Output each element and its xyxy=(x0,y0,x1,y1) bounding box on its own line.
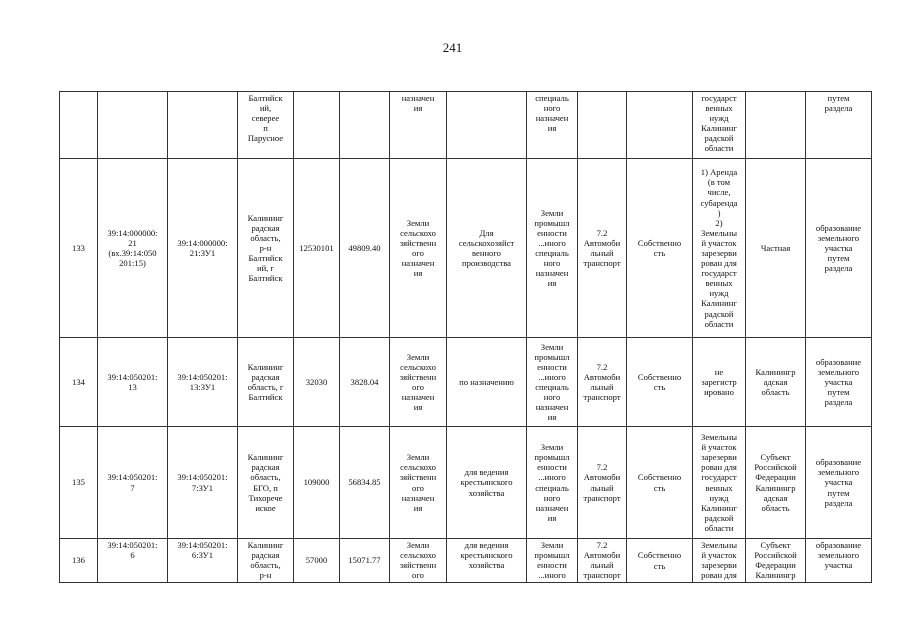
permitted-use: для ведения крестьянского хозяйства xyxy=(447,539,527,583)
encumbrance: Земельны й участок зарезерви рован для xyxy=(693,539,746,583)
area-seized xyxy=(340,92,390,159)
right-type: Собственно сть xyxy=(627,427,693,539)
row-number xyxy=(60,92,98,159)
cadastral-number: 39:14:050201: 7 xyxy=(98,427,168,539)
note: образование земельного участка путем раздела xyxy=(806,338,872,427)
permitted-use: для ведения крестьянского хозяйства xyxy=(447,427,527,539)
address: Калининг радская область, г Балтийск xyxy=(238,338,294,427)
permitted-use-code: 7.2 Автомоби льный транспорт xyxy=(578,159,627,338)
address: Калининг радская область, р-н xyxy=(238,539,294,583)
note: образование земельного участка путем раздела xyxy=(806,427,872,539)
new-land-category: Земли промышл енности ...иного специаль ного назначен ия xyxy=(527,159,578,338)
owner xyxy=(746,92,806,159)
right-type xyxy=(627,92,693,159)
table-row xyxy=(60,92,872,159)
table-row xyxy=(60,338,872,427)
row-number: 134 xyxy=(60,338,98,427)
area-total: 57000 xyxy=(294,539,340,583)
land-category: Земли сельскохо зяйственн ого назначен ия xyxy=(390,427,447,539)
owner: Частная xyxy=(746,159,806,338)
address: Калининг радская область, БГО, п Тихоречe иское xyxy=(238,427,294,539)
land-plot-designation: 39:14:050201: 6:ЗУ1 xyxy=(168,539,238,583)
note: образование земельного участка xyxy=(806,539,872,583)
land-plot-designation: 39:14:050201: 13:ЗУ1 xyxy=(168,338,238,427)
permitted-use: по назначению xyxy=(447,338,527,427)
permitted-use-code: 7.2 Автомоби льный транспорт xyxy=(578,539,627,583)
area-seized: 49809.40 xyxy=(340,159,390,338)
land-category: назначен ия xyxy=(390,92,447,159)
permitted-use-code: 7.2 Автомоби льный транспорт xyxy=(578,338,627,427)
new-land-category: Земли промышл енности ...иного xyxy=(527,539,578,583)
area-total: 109000 xyxy=(294,427,340,539)
land-category: Земли сельскохо зяйственн ого xyxy=(390,539,447,583)
table-row xyxy=(60,159,872,338)
cadastral-number xyxy=(98,92,168,159)
encumbrance: 1) Аренда (в том числе, субаренда ) 2) Земельны й участок зарезерви рован для государст венных нужд Калининг радской области xyxy=(693,159,746,338)
permitted-use xyxy=(447,92,527,159)
table-row xyxy=(60,427,872,539)
area-seized: 3828.04 xyxy=(340,338,390,427)
owner: Калинингр адская область xyxy=(746,338,806,427)
new-land-category: Земли промышл енности ...иного специаль ного назначен ия xyxy=(527,427,578,539)
area-seized: 15071.77 xyxy=(340,539,390,583)
address: Калининг радская область, р-н Балтийск ий, г Балтийск xyxy=(238,159,294,338)
land-category: Земли сельскохо зяйственн ого назначен ия xyxy=(390,338,447,427)
cadastral-number: 39:14:050201: 13 xyxy=(98,338,168,427)
encumbrance: государст венных нужд Калининг радской области xyxy=(693,92,746,159)
row-number: 136 xyxy=(60,539,98,583)
page-number: 241 xyxy=(442,40,463,55)
area-seized: 56834.85 xyxy=(340,427,390,539)
note: образование земельного участка путем раздела xyxy=(806,159,872,338)
owner: Субъект Российской Федерации Калинингр xyxy=(746,539,806,583)
cadastral-number: 39:14:050201: 6 xyxy=(98,539,168,583)
right-type: Собственно сть xyxy=(627,159,693,338)
owner: Субъект Российской Федерации Калинингр адская область xyxy=(746,427,806,539)
permitted-use: Для сельскохозяйст венного производства xyxy=(447,159,527,338)
area-total: 12530101 xyxy=(294,159,340,338)
new-land-category: Земли промышл енности ...иного специаль ного назначен ия xyxy=(527,338,578,427)
land-category: Земли сельскохо зяйственн ого назначен ия xyxy=(390,159,447,338)
land-plot-designation xyxy=(168,92,238,159)
area-total: 32030 xyxy=(294,338,340,427)
land-plot-designation: 39:14:000000: 21:ЗУ1 xyxy=(168,159,238,338)
cadastral-number: 39:14:000000: 21 (вх.39:14:050 201:15) xyxy=(98,159,168,338)
area-total xyxy=(294,92,340,159)
new-land-category: специаль ного назначен ия xyxy=(527,92,578,159)
land-plot-designation: 39:14:050201: 7:ЗУ1 xyxy=(168,427,238,539)
address: Балтийск ий, северее п Парусное xyxy=(238,92,294,159)
permitted-use-code xyxy=(578,92,627,159)
note: путем раздела xyxy=(806,92,872,159)
right-type: Собственно сть xyxy=(627,338,693,427)
encumbrance: не зарегистр ировано xyxy=(693,338,746,427)
row-number: 135 xyxy=(60,427,98,539)
permitted-use-code: 7.2 Автомоби льный транспорт xyxy=(578,427,627,539)
table-row xyxy=(60,539,872,583)
land-plots-table xyxy=(59,91,872,583)
encumbrance: Земельны й участок зарезерви рован для государст венных нужд Калининг радской области xyxy=(693,427,746,539)
right-type: Собственно сть xyxy=(627,539,693,583)
row-number: 133 xyxy=(60,159,98,338)
